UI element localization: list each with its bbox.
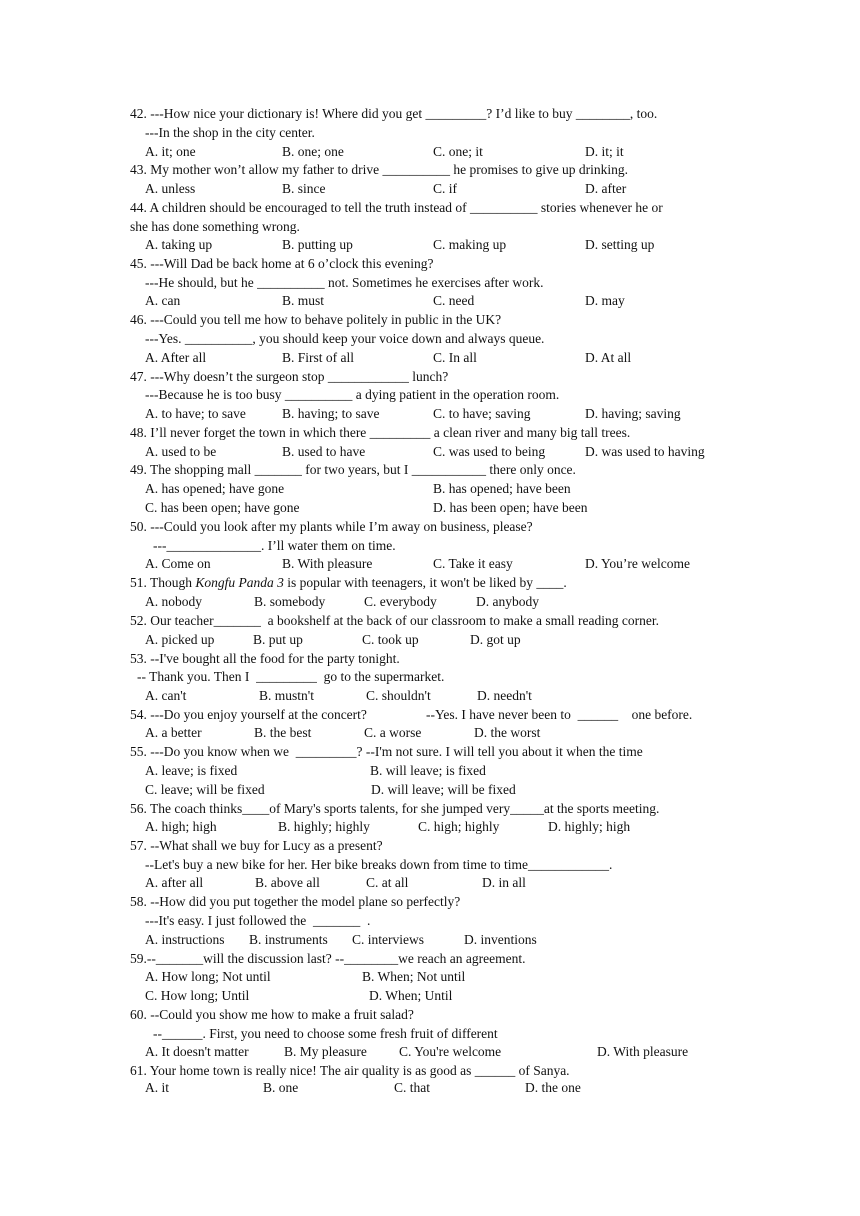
- q42-option-b: B. one; one: [282, 144, 344, 159]
- q59-option-c: C. How long; Until: [145, 988, 250, 1003]
- question-45-reply: ---He should, but he __________ not. Sometimes he exercises after work.: [145, 275, 544, 290]
- question-45: 45. ---Will Dad be back home at 6 o’clock this evening?: [130, 256, 434, 271]
- question-50: 50. ---Could you look after my plants while I’m away on business, please?: [130, 519, 533, 534]
- q53-option-d: D. needn't: [477, 688, 532, 703]
- q47-option-c: C. to have; saving: [433, 406, 531, 421]
- question-42-reply: ---In the shop in the city center.: [145, 125, 315, 140]
- q44-option-b: B. putting up: [282, 237, 353, 252]
- q46-option-a: A. After all: [145, 350, 207, 365]
- question-48: 48. I’ll never forget the town in which there _________ a clean river and many big tall trees.: [130, 425, 631, 440]
- question-52: 52. Our teacher_______ a bookshelf at the back of our classroom to make a small reading corner.: [130, 613, 659, 628]
- q52-option-a: A. picked up: [145, 632, 215, 647]
- q53-option-c: C. shouldn't: [366, 688, 431, 703]
- q60-option-c: C. You're welcome: [399, 1044, 502, 1059]
- q50-option-b: B. With pleasure: [282, 556, 373, 571]
- q50-option-d: D. You’re welcome: [585, 556, 690, 571]
- q43-option-b: B. since: [282, 181, 326, 196]
- q49-option-a: A. has opened; have gone: [145, 481, 285, 496]
- question-51-post: is popular with teenagers, it won't be liked by ____.: [283, 575, 567, 590]
- q55-option-d: D. will leave; will be fixed: [371, 782, 516, 797]
- question-56: 56. The coach thinks____of Mary's sports talents, for she jumped very_____at the sports meeting.: [130, 801, 660, 816]
- q51-option-a: A. nobody: [145, 594, 202, 609]
- q61-option-d: D. the one: [525, 1080, 581, 1095]
- q45-option-d: D. may: [585, 293, 625, 308]
- question-59: 59.--_______will the discussion last? --________we reach an agreement.: [130, 951, 526, 966]
- question-51-pre: 51. Though: [130, 575, 196, 590]
- q56-option-b: B. highly; highly: [278, 819, 370, 834]
- q58-option-d: D. inventions: [464, 932, 537, 947]
- question-49: 49. The shopping mall _______ for two years, but I ___________ there only once.: [130, 462, 576, 477]
- q55-option-c: C. leave; will be fixed: [145, 782, 265, 797]
- question-61: 61. Your home town is really nice! The air quality is as good as ______ of Sanya.: [130, 1063, 570, 1078]
- q57-option-c: C. at all: [366, 875, 409, 890]
- q42-option-c: C. one; it: [433, 144, 483, 159]
- q45-option-a: A. can: [145, 293, 181, 308]
- q43-option-c: C. if: [433, 181, 458, 196]
- q44-option-c: C. making up: [433, 237, 507, 252]
- q59-option-b: B. When; Not until: [362, 969, 466, 984]
- q48-option-a: A. used to be: [145, 444, 217, 459]
- q56-option-d: D. highly; high: [548, 819, 631, 834]
- q51-option-d: D. anybody: [476, 594, 539, 609]
- q58-option-b: B. instruments: [249, 932, 328, 947]
- q47-option-b: B. having; to save: [282, 406, 380, 421]
- question-43: 43. My mother won’t allow my father to drive __________ he promises to give up drinking.: [130, 162, 629, 177]
- q48-option-d: D. was used to having: [585, 444, 705, 459]
- q61-option-a: A. it: [145, 1080, 170, 1095]
- q54-option-a: A. a better: [145, 725, 202, 740]
- question-60: 60. --Could you show me how to make a fruit salad?: [130, 1007, 414, 1022]
- q49-option-d: D. has been open; have been: [433, 500, 588, 515]
- q54-option-d: D. the worst: [474, 725, 541, 740]
- q46-option-c: C. In all: [433, 350, 477, 365]
- q60-option-d: D. With pleasure: [597, 1044, 689, 1059]
- question-54-reply: --Yes. I have never been to ______ one before.: [426, 707, 693, 722]
- q53-option-a: A. can't: [145, 688, 187, 703]
- q61-option-c: C. that: [394, 1080, 430, 1095]
- q49-option-b: B. has opened; have been: [433, 481, 571, 496]
- question-46: 46. ---Could you tell me how to behave politely in public in the UK?: [130, 312, 502, 327]
- question-57-reply: --Let's buy a new bike for her. Her bike breaks down from time to time____________.: [145, 857, 613, 872]
- q48-option-c: C. was used to being: [433, 444, 546, 459]
- q59-option-d: D. When; Until: [369, 988, 453, 1003]
- q44-option-a: A. taking up: [145, 237, 213, 252]
- question-50-reply: ---______________. I’ll water them on time.: [153, 538, 396, 553]
- q45-option-c: C. need: [433, 293, 475, 308]
- q57-option-a: A. after all: [145, 875, 204, 890]
- q52-option-c: C. took up: [362, 632, 419, 647]
- question-53: 53. --I've bought all the food for the party tonight.: [130, 651, 400, 666]
- movie-title: Kongfu Panda 3: [195, 575, 284, 590]
- q52-option-d: D. got up: [470, 632, 521, 647]
- q55-option-a: A. leave; is fixed: [145, 763, 238, 778]
- q54-option-b: B. the best: [254, 725, 312, 740]
- q58-option-c: C. interviews: [352, 932, 424, 947]
- question-51: [130, 574, 567, 592]
- q42-option-a: A. it; one: [145, 144, 196, 159]
- q50-option-c: C. Take it easy: [433, 556, 513, 571]
- q52-option-b: B. put up: [253, 632, 303, 647]
- q53-option-b: B. mustn't: [259, 688, 314, 703]
- question-46-reply: ---Yes. __________, you should keep your voice down and always queue.: [145, 331, 545, 346]
- q43-option-d: D. after: [585, 181, 627, 196]
- q47-option-a: A. to have; to save: [145, 406, 246, 421]
- question-44: 44. A children should be encouraged to tell the truth instead of __________ stories whenever he or: [130, 200, 663, 215]
- question-54: 54. ---Do you enjoy yourself at the concert?: [130, 707, 367, 722]
- q46-option-b: B. First of all: [282, 350, 355, 365]
- q46-option-d: D. At all: [585, 350, 632, 365]
- q58-option-a: A. instructions: [145, 932, 225, 947]
- q50-option-a: A. Come on: [145, 556, 211, 571]
- q48-option-b: B. used to have: [282, 444, 366, 459]
- question-58: 58. --How did you put together the model plane so perfectly?: [130, 894, 461, 909]
- question-53-reply: -- Thank you. Then I _________ go to the supermarket.: [137, 669, 445, 684]
- q45-option-b: B. must: [282, 293, 325, 308]
- q42-option-d: D. it; it: [585, 144, 624, 159]
- q57-option-b: B. above all: [255, 875, 320, 890]
- q56-option-c: C. high; highly: [418, 819, 500, 834]
- q55-option-b: B. will leave; is fixed: [370, 763, 486, 778]
- q51-option-b: B. somebody: [254, 594, 326, 609]
- q49-option-c: C. has been open; have gone: [145, 500, 300, 515]
- question-42: 42. ---How nice your dictionary is! Where did you get _________? I’d like to buy ________, too.: [130, 106, 658, 121]
- question-47-reply: ---Because he is too busy __________ a dying patient in the operation room.: [145, 387, 560, 402]
- q54-option-c: C. a worse: [364, 725, 422, 740]
- question-47: 47. ---Why doesn’t the surgeon stop ____________ lunch?: [130, 369, 449, 384]
- question-57: 57. --What shall we buy for Lucy as a present?: [130, 838, 383, 853]
- question-55: 55. ---Do you know when we _________? --I'm not sure. I will tell you about it when the time: [130, 744, 643, 759]
- q61-option-b: B. one: [263, 1080, 299, 1095]
- q47-option-d: D. having; saving: [585, 406, 681, 421]
- question-58-reply: ---It's easy. I just followed the _______ .: [145, 913, 371, 928]
- q60-option-a: A. It doesn't matter: [145, 1044, 249, 1059]
- question-60-reply: --______. First, you need to choose some fresh fruit of different: [153, 1026, 498, 1041]
- q43-option-a: A. unless: [145, 181, 196, 196]
- q60-option-b: B. My pleasure: [284, 1044, 367, 1059]
- q51-option-c: C. everybody: [364, 594, 437, 609]
- question-44-cont: she has done something wrong.: [130, 219, 300, 234]
- q59-option-a: A. How long; Not until: [145, 969, 271, 984]
- q44-option-d: D. setting up: [585, 237, 655, 252]
- q56-option-a: A. high; high: [145, 819, 217, 834]
- q57-option-d: D. in all: [482, 875, 526, 890]
